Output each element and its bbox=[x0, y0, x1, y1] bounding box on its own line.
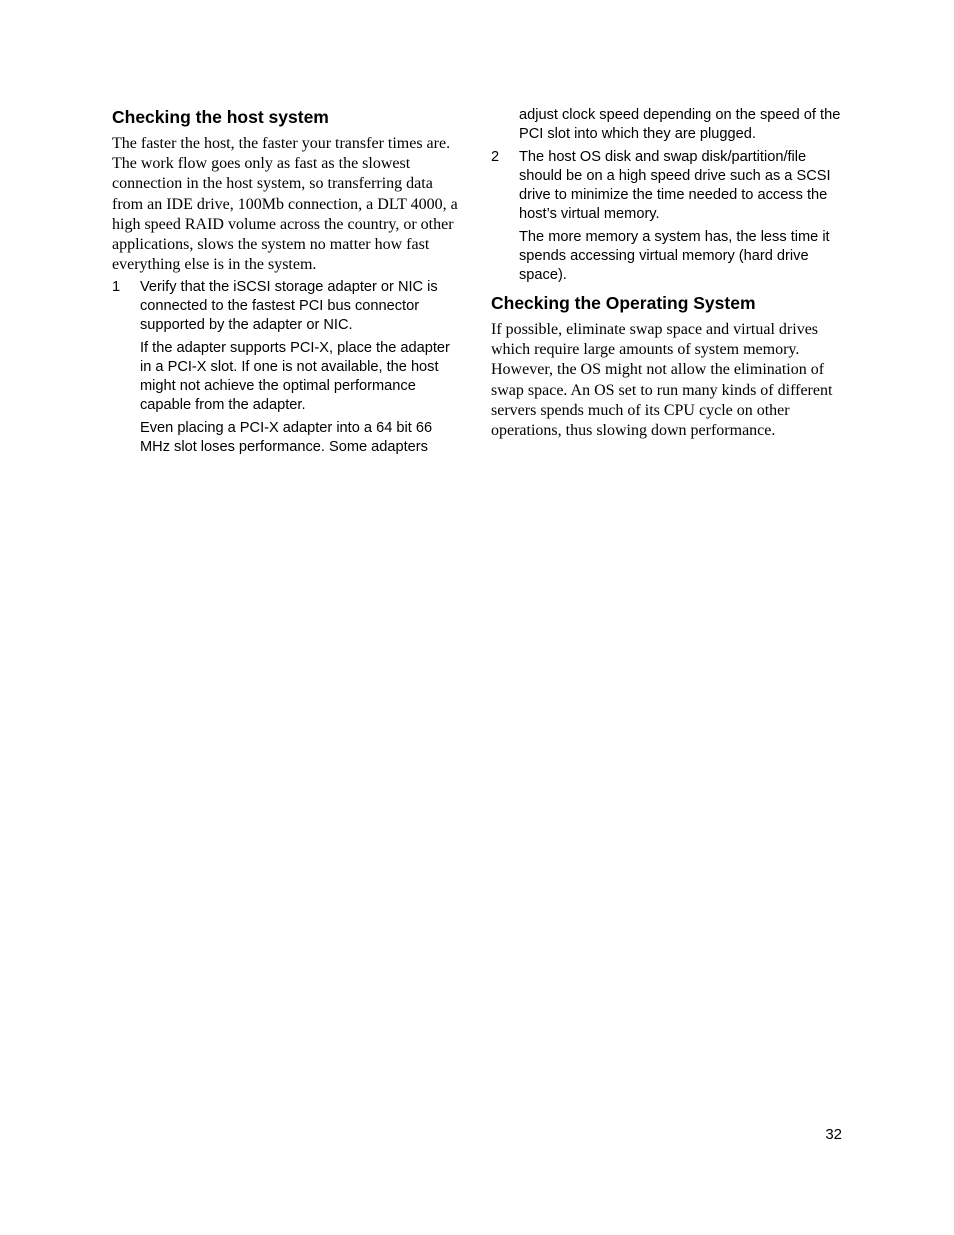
step-2-text: The host OS disk and swap disk/partition/file should be on a high speed drive such as a SCSI drive to minimize the time needed to access the host’s virtual memory. bbox=[519, 149, 831, 222]
left-column bbox=[112, 106, 464, 457]
step-2 bbox=[491, 148, 843, 224]
operating-system-body: If possible, eliminate swap space and virtual drives which require large amounts of system memory. However, the OS might not allow the elimination of swap space. An OS set to run many kinds of different servers spends much of its CPU cycle on other operations, thus slowing down performance. bbox=[491, 321, 833, 440]
step-1-note-pcix: If the adapter supports PCI-X, place the adapter in a PCI-X slot. If one is not available, the host might not achieve the optimal performance capable from the adapter. bbox=[140, 340, 450, 414]
host-system-intro: The faster the host, the faster your transfer times are. The work flow goes only as fast as the slowest connection in the host system, so transferring data from an IDE drive, 100Mb connection, a DLT 4000, a high speed RAID volume across the country, or other applications, slows the system no matter how fast everything else is in the system. bbox=[112, 135, 458, 274]
step-2-note-memory: The more memory a system has, the less time it spends accessing virtual memory (hard drive space). bbox=[519, 229, 830, 283]
section-heading-host-system: Checking the host system bbox=[112, 107, 329, 127]
step-1 bbox=[112, 278, 464, 335]
step-1-number: 1 bbox=[112, 279, 121, 296]
page-number: 32 bbox=[825, 1126, 842, 1143]
section-heading-operating-system: Checking the Operating System bbox=[491, 293, 756, 313]
right-column bbox=[491, 106, 843, 444]
step-1-note-66mhz: Even placing a PCI-X adapter into a 64 bit 66 MHz slot loses performance. Some adapters bbox=[140, 420, 433, 456]
step-2-number: 2 bbox=[491, 149, 500, 165]
step-1-note-continuation: adjust clock speed depending on the speed of the PCI slot into which they are plugged. bbox=[519, 107, 841, 142]
step-1-text: Verify that the iSCSI storage adapter or NIC is connected to the fastest PCI bus connector supported by the adapter or NIC. bbox=[140, 279, 438, 334]
